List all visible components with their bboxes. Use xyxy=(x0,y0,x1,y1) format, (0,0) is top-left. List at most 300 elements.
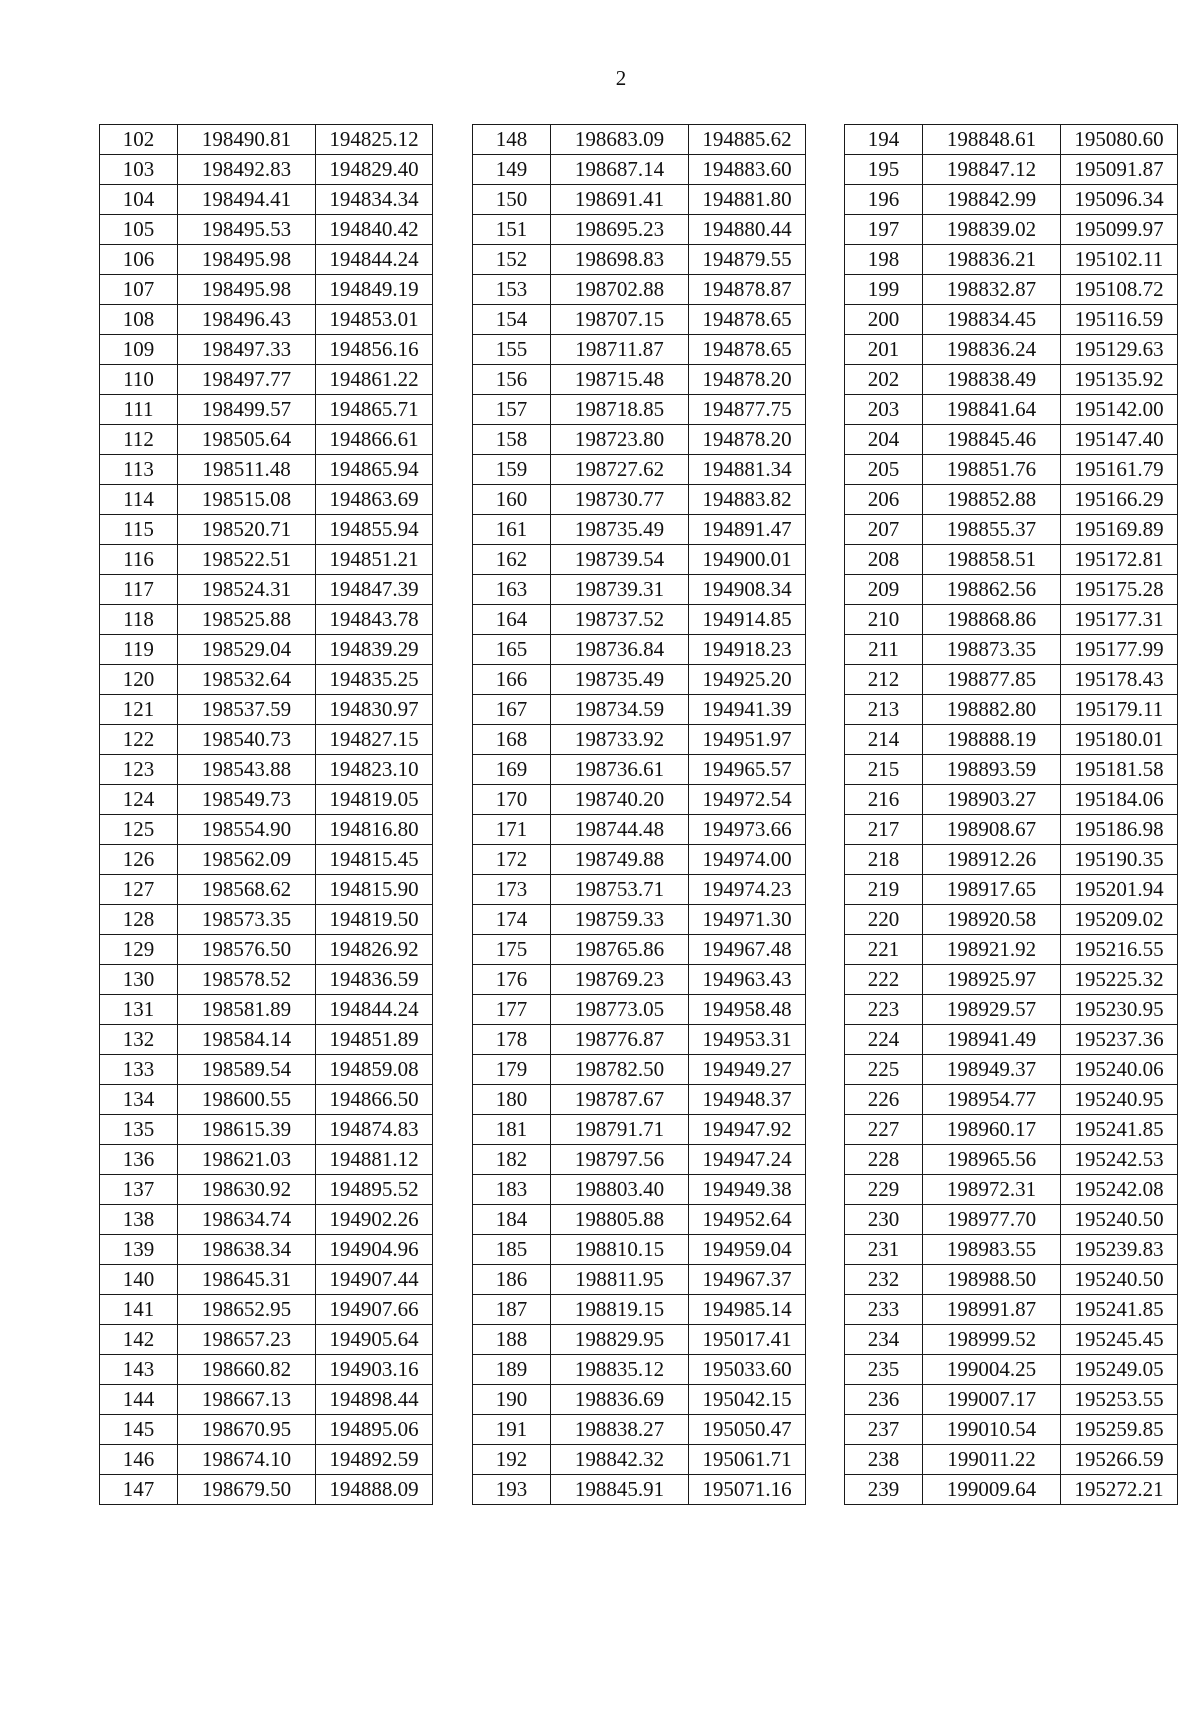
coordinate-x-cell: 198522.51 xyxy=(178,545,316,575)
coordinate-y-cell: 194844.24 xyxy=(316,245,433,275)
coordinate-y-cell: 194829.40 xyxy=(316,155,433,185)
point-number-cell: 138 xyxy=(100,1205,178,1235)
coordinate-y-cell: 195179.11 xyxy=(1061,695,1178,725)
coordinates-table-2 xyxy=(472,124,806,1505)
table-row xyxy=(100,1415,433,1445)
point-number-cell: 239 xyxy=(845,1475,923,1505)
coordinate-x-cell: 198811.95 xyxy=(551,1265,689,1295)
table-row xyxy=(845,305,1178,335)
table-row xyxy=(845,1325,1178,1355)
coordinate-x-cell: 198845.46 xyxy=(923,425,1061,455)
coordinate-y-cell: 195147.40 xyxy=(1061,425,1178,455)
table-row xyxy=(473,1085,806,1115)
point-number-cell: 234 xyxy=(845,1325,923,1355)
coordinate-x-cell: 199011.22 xyxy=(923,1445,1061,1475)
point-number-cell: 145 xyxy=(100,1415,178,1445)
coordinate-y-cell: 195096.34 xyxy=(1061,185,1178,215)
coordinate-y-cell: 194905.64 xyxy=(316,1325,433,1355)
coordinate-x-cell: 198735.49 xyxy=(551,665,689,695)
point-number-cell: 122 xyxy=(100,725,178,755)
coordinate-x-cell: 198929.57 xyxy=(923,995,1061,1025)
coordinate-y-cell: 195177.99 xyxy=(1061,635,1178,665)
coordinate-x-cell: 198645.31 xyxy=(178,1265,316,1295)
coordinate-y-cell: 195253.55 xyxy=(1061,1385,1178,1415)
table-row xyxy=(473,545,806,575)
table-row xyxy=(845,365,1178,395)
point-number-cell: 119 xyxy=(100,635,178,665)
table-row xyxy=(473,425,806,455)
coordinate-x-cell: 198695.23 xyxy=(551,215,689,245)
table-row xyxy=(473,1265,806,1295)
coordinate-x-cell: 198847.12 xyxy=(923,155,1061,185)
table-row xyxy=(100,1355,433,1385)
table-row xyxy=(845,1295,1178,1325)
point-number-cell: 106 xyxy=(100,245,178,275)
table-row xyxy=(100,455,433,485)
point-number-cell: 180 xyxy=(473,1085,551,1115)
coordinate-x-cell: 198702.88 xyxy=(551,275,689,305)
coordinate-y-cell: 194895.06 xyxy=(316,1415,433,1445)
coordinate-x-cell: 198600.55 xyxy=(178,1085,316,1115)
coordinate-y-cell: 195241.85 xyxy=(1061,1295,1178,1325)
table-row xyxy=(100,1145,433,1175)
point-number-cell: 108 xyxy=(100,305,178,335)
point-number-cell: 238 xyxy=(845,1445,923,1475)
table-row xyxy=(100,635,433,665)
point-number-cell: 157 xyxy=(473,395,551,425)
coordinate-x-cell: 198723.80 xyxy=(551,425,689,455)
coordinate-y-cell: 195239.83 xyxy=(1061,1235,1178,1265)
point-number-cell: 110 xyxy=(100,365,178,395)
coordinate-y-cell: 194888.09 xyxy=(316,1475,433,1505)
point-number-cell: 216 xyxy=(845,785,923,815)
table-row xyxy=(100,215,433,245)
table-row xyxy=(100,185,433,215)
coordinate-y-cell: 195241.85 xyxy=(1061,1115,1178,1145)
coordinate-y-cell: 195102.11 xyxy=(1061,245,1178,275)
table-row xyxy=(100,425,433,455)
point-number-cell: 195 xyxy=(845,155,923,185)
table-row xyxy=(100,605,433,635)
point-number-cell: 236 xyxy=(845,1385,923,1415)
table-row xyxy=(473,1025,806,1055)
coordinate-y-cell: 195240.95 xyxy=(1061,1085,1178,1115)
coordinate-y-cell: 195175.28 xyxy=(1061,575,1178,605)
point-number-cell: 197 xyxy=(845,215,923,245)
point-number-cell: 167 xyxy=(473,695,551,725)
coordinate-y-cell: 194951.97 xyxy=(689,725,806,755)
table-row xyxy=(473,725,806,755)
coordinate-x-cell: 198562.09 xyxy=(178,845,316,875)
table-row xyxy=(473,995,806,1025)
page-number: 2 xyxy=(615,66,627,90)
coordinate-y-cell: 194877.75 xyxy=(689,395,806,425)
point-number-cell: 142 xyxy=(100,1325,178,1355)
coordinate-y-cell: 194840.42 xyxy=(316,215,433,245)
point-number-cell: 185 xyxy=(473,1235,551,1265)
coordinate-x-cell: 198744.48 xyxy=(551,815,689,845)
point-number-cell: 171 xyxy=(473,815,551,845)
coordinate-y-cell: 194844.24 xyxy=(316,995,433,1025)
coordinate-y-cell: 194958.48 xyxy=(689,995,806,1025)
coordinate-x-cell: 198759.33 xyxy=(551,905,689,935)
table-row xyxy=(845,635,1178,665)
point-number-cell: 196 xyxy=(845,185,923,215)
table-row xyxy=(100,1055,433,1085)
table-row xyxy=(473,575,806,605)
coordinate-x-cell: 198679.50 xyxy=(178,1475,316,1505)
coordinate-x-cell: 198495.53 xyxy=(178,215,316,245)
table-row xyxy=(473,245,806,275)
coordinate-y-cell: 194883.82 xyxy=(689,485,806,515)
coordinate-x-cell: 198529.04 xyxy=(178,635,316,665)
coordinate-y-cell: 195272.21 xyxy=(1061,1475,1178,1505)
table-row xyxy=(845,395,1178,425)
point-number-cell: 148 xyxy=(473,125,551,155)
coordinate-y-cell: 194967.37 xyxy=(689,1265,806,1295)
point-number-cell: 128 xyxy=(100,905,178,935)
coordinate-x-cell: 198917.65 xyxy=(923,875,1061,905)
point-number-cell: 107 xyxy=(100,275,178,305)
coordinate-x-cell: 198797.56 xyxy=(551,1145,689,1175)
table-row xyxy=(473,275,806,305)
point-number-cell: 226 xyxy=(845,1085,923,1115)
coordinate-y-cell: 194878.20 xyxy=(689,425,806,455)
coordinate-y-cell: 194861.22 xyxy=(316,365,433,395)
coordinate-x-cell: 198999.52 xyxy=(923,1325,1061,1355)
coordinate-y-cell: 194883.60 xyxy=(689,155,806,185)
coordinate-y-cell: 194851.89 xyxy=(316,1025,433,1055)
point-number-cell: 151 xyxy=(473,215,551,245)
coordinate-y-cell: 194925.20 xyxy=(689,665,806,695)
coordinate-x-cell: 198667.13 xyxy=(178,1385,316,1415)
coordinate-x-cell: 198873.35 xyxy=(923,635,1061,665)
coordinate-y-cell: 195017.41 xyxy=(689,1325,806,1355)
point-number-cell: 173 xyxy=(473,875,551,905)
coordinate-x-cell: 198683.09 xyxy=(551,125,689,155)
coordinate-x-cell: 198687.14 xyxy=(551,155,689,185)
coordinate-x-cell: 198532.64 xyxy=(178,665,316,695)
table-row xyxy=(473,605,806,635)
table-row xyxy=(845,995,1178,1025)
coordinate-x-cell: 198903.27 xyxy=(923,785,1061,815)
point-number-cell: 161 xyxy=(473,515,551,545)
point-number-cell: 152 xyxy=(473,245,551,275)
coordinate-y-cell: 194971.30 xyxy=(689,905,806,935)
coordinate-y-cell: 194974.23 xyxy=(689,875,806,905)
point-number-cell: 228 xyxy=(845,1145,923,1175)
point-number-cell: 123 xyxy=(100,755,178,785)
table-row xyxy=(473,635,806,665)
coordinate-y-cell: 194959.04 xyxy=(689,1235,806,1265)
table-row xyxy=(473,515,806,545)
coordinate-y-cell: 195071.16 xyxy=(689,1475,806,1505)
point-number-cell: 206 xyxy=(845,485,923,515)
coordinate-x-cell: 198862.56 xyxy=(923,575,1061,605)
table-row xyxy=(845,1265,1178,1295)
coordinate-x-cell: 198954.77 xyxy=(923,1085,1061,1115)
table-row xyxy=(473,1475,806,1505)
point-number-cell: 169 xyxy=(473,755,551,785)
table-row xyxy=(845,455,1178,485)
coordinate-x-cell: 198852.88 xyxy=(923,485,1061,515)
table-row xyxy=(845,275,1178,305)
point-number-cell: 136 xyxy=(100,1145,178,1175)
coordinate-x-cell: 198842.99 xyxy=(923,185,1061,215)
point-number-cell: 208 xyxy=(845,545,923,575)
point-number-cell: 182 xyxy=(473,1145,551,1175)
point-number-cell: 156 xyxy=(473,365,551,395)
table-row xyxy=(845,1175,1178,1205)
coordinate-y-cell: 194967.48 xyxy=(689,935,806,965)
coordinate-x-cell: 198718.85 xyxy=(551,395,689,425)
coordinate-y-cell: 194878.87 xyxy=(689,275,806,305)
point-number-cell: 212 xyxy=(845,665,923,695)
coordinate-y-cell: 195135.92 xyxy=(1061,365,1178,395)
table-row xyxy=(100,755,433,785)
coordinate-y-cell: 195169.89 xyxy=(1061,515,1178,545)
coordinate-x-cell: 198691.41 xyxy=(551,185,689,215)
table-row xyxy=(100,1295,433,1325)
coordinate-y-cell: 194815.45 xyxy=(316,845,433,875)
coordinate-x-cell: 198838.49 xyxy=(923,365,1061,395)
coordinate-y-cell: 194819.05 xyxy=(316,785,433,815)
point-number-cell: 120 xyxy=(100,665,178,695)
coordinate-y-cell: 194885.62 xyxy=(689,125,806,155)
point-number-cell: 235 xyxy=(845,1355,923,1385)
coordinate-x-cell: 198769.23 xyxy=(551,965,689,995)
coordinate-x-cell: 198836.69 xyxy=(551,1385,689,1415)
coordinate-x-cell: 198848.61 xyxy=(923,125,1061,155)
table-row xyxy=(473,845,806,875)
coordinate-x-cell: 198584.14 xyxy=(178,1025,316,1055)
table-row xyxy=(100,515,433,545)
table-row xyxy=(473,935,806,965)
point-number-cell: 190 xyxy=(473,1385,551,1415)
coordinate-x-cell: 198573.35 xyxy=(178,905,316,935)
point-number-cell: 181 xyxy=(473,1115,551,1145)
point-number-cell: 166 xyxy=(473,665,551,695)
coordinate-y-cell: 195266.59 xyxy=(1061,1445,1178,1475)
coordinate-y-cell: 195042.15 xyxy=(689,1385,806,1415)
coordinate-x-cell: 198670.95 xyxy=(178,1415,316,1445)
coordinate-x-cell: 198851.76 xyxy=(923,455,1061,485)
point-number-cell: 204 xyxy=(845,425,923,455)
coordinate-y-cell: 195177.31 xyxy=(1061,605,1178,635)
table-row xyxy=(100,1475,433,1505)
point-number-cell: 154 xyxy=(473,305,551,335)
point-number-cell: 146 xyxy=(100,1445,178,1475)
table-row xyxy=(473,1445,806,1475)
table-row xyxy=(473,1295,806,1325)
coordinate-y-cell: 194902.26 xyxy=(316,1205,433,1235)
point-number-cell: 202 xyxy=(845,365,923,395)
coordinate-x-cell: 198991.87 xyxy=(923,1295,1061,1325)
coordinate-y-cell: 195129.63 xyxy=(1061,335,1178,365)
point-number-cell: 170 xyxy=(473,785,551,815)
point-number-cell: 231 xyxy=(845,1235,923,1265)
coordinate-y-cell: 195240.50 xyxy=(1061,1205,1178,1235)
table-row xyxy=(100,725,433,755)
point-number-cell: 232 xyxy=(845,1265,923,1295)
coordinate-x-cell: 198832.87 xyxy=(923,275,1061,305)
point-number-cell: 172 xyxy=(473,845,551,875)
table-row xyxy=(845,1205,1178,1235)
coordinate-x-cell: 198674.10 xyxy=(178,1445,316,1475)
coordinate-y-cell: 194827.15 xyxy=(316,725,433,755)
coordinate-x-cell: 198499.57 xyxy=(178,395,316,425)
coordinate-y-cell: 194973.66 xyxy=(689,815,806,845)
point-number-cell: 141 xyxy=(100,1295,178,1325)
coordinate-y-cell: 194881.12 xyxy=(316,1145,433,1175)
coordinate-x-cell: 198836.24 xyxy=(923,335,1061,365)
coordinate-x-cell: 198735.49 xyxy=(551,515,689,545)
point-number-cell: 237 xyxy=(845,1415,923,1445)
table-row xyxy=(845,875,1178,905)
table-row xyxy=(845,785,1178,815)
coordinate-y-cell: 194963.43 xyxy=(689,965,806,995)
coordinate-y-cell: 194895.52 xyxy=(316,1175,433,1205)
coordinate-x-cell: 198858.51 xyxy=(923,545,1061,575)
coordinate-x-cell: 198829.95 xyxy=(551,1325,689,1355)
point-number-cell: 116 xyxy=(100,545,178,575)
coordinate-y-cell: 195061.71 xyxy=(689,1445,806,1475)
point-number-cell: 193 xyxy=(473,1475,551,1505)
table-row xyxy=(845,1355,1178,1385)
coordinate-x-cell: 198877.85 xyxy=(923,665,1061,695)
coordinate-x-cell: 198839.02 xyxy=(923,215,1061,245)
point-number-cell: 114 xyxy=(100,485,178,515)
table-row xyxy=(473,1055,806,1085)
coordinate-y-cell: 194903.16 xyxy=(316,1355,433,1385)
coordinate-x-cell: 198841.64 xyxy=(923,395,1061,425)
coordinate-x-cell: 198543.88 xyxy=(178,755,316,785)
coordinate-y-cell: 195161.79 xyxy=(1061,455,1178,485)
point-number-cell: 150 xyxy=(473,185,551,215)
table-row xyxy=(845,935,1178,965)
coordinate-x-cell: 198949.37 xyxy=(923,1055,1061,1085)
table-row xyxy=(845,515,1178,545)
coordinate-x-cell: 198525.88 xyxy=(178,605,316,635)
coordinate-y-cell: 194965.57 xyxy=(689,755,806,785)
coordinate-y-cell: 195184.06 xyxy=(1061,785,1178,815)
coordinate-y-cell: 194878.65 xyxy=(689,335,806,365)
coordinate-x-cell: 198819.15 xyxy=(551,1295,689,1325)
table-row xyxy=(100,785,433,815)
point-number-cell: 222 xyxy=(845,965,923,995)
table-row xyxy=(845,1235,1178,1265)
coordinate-x-cell: 198765.86 xyxy=(551,935,689,965)
point-number-cell: 104 xyxy=(100,185,178,215)
coordinate-y-cell: 194948.37 xyxy=(689,1085,806,1115)
coordinate-y-cell: 195259.85 xyxy=(1061,1415,1178,1445)
table-row xyxy=(845,545,1178,575)
point-number-cell: 102 xyxy=(100,125,178,155)
coordinate-x-cell: 198893.59 xyxy=(923,755,1061,785)
point-number-cell: 213 xyxy=(845,695,923,725)
table-row xyxy=(473,815,806,845)
coordinate-y-cell: 194843.78 xyxy=(316,605,433,635)
coordinate-x-cell: 198698.83 xyxy=(551,245,689,275)
table-row xyxy=(845,905,1178,935)
point-number-cell: 177 xyxy=(473,995,551,1025)
coordinate-x-cell: 198791.71 xyxy=(551,1115,689,1145)
table-row xyxy=(100,275,433,305)
table-row xyxy=(473,185,806,215)
point-number-cell: 175 xyxy=(473,935,551,965)
table-row xyxy=(845,725,1178,755)
point-number-cell: 125 xyxy=(100,815,178,845)
coordinate-x-cell: 198727.62 xyxy=(551,455,689,485)
coordinate-x-cell: 198773.05 xyxy=(551,995,689,1025)
table-row xyxy=(100,1205,433,1235)
table-row xyxy=(100,935,433,965)
coordinate-y-cell: 194904.96 xyxy=(316,1235,433,1265)
point-number-cell: 129 xyxy=(100,935,178,965)
coordinate-y-cell: 194880.44 xyxy=(689,215,806,245)
table-row xyxy=(100,1385,433,1415)
coordinate-x-cell: 198965.56 xyxy=(923,1145,1061,1175)
point-number-cell: 111 xyxy=(100,395,178,425)
coordinate-x-cell: 198540.73 xyxy=(178,725,316,755)
table-row xyxy=(473,665,806,695)
point-number-cell: 230 xyxy=(845,1205,923,1235)
table-row xyxy=(100,695,433,725)
coordinate-x-cell: 198855.37 xyxy=(923,515,1061,545)
point-number-cell: 198 xyxy=(845,245,923,275)
coordinate-x-cell: 198739.54 xyxy=(551,545,689,575)
coordinate-y-cell: 194856.16 xyxy=(316,335,433,365)
coordinate-y-cell: 194941.39 xyxy=(689,695,806,725)
table-row xyxy=(100,1265,433,1295)
table-row xyxy=(473,1235,806,1265)
table-row xyxy=(100,395,433,425)
coordinate-x-cell: 198707.15 xyxy=(551,305,689,335)
coordinate-y-cell: 194985.14 xyxy=(689,1295,806,1325)
coordinate-y-cell: 195142.00 xyxy=(1061,395,1178,425)
table-row xyxy=(100,545,433,575)
table-row xyxy=(845,695,1178,725)
coordinate-y-cell: 195240.50 xyxy=(1061,1265,1178,1295)
coordinate-x-cell: 198495.98 xyxy=(178,275,316,305)
coordinate-x-cell: 199010.54 xyxy=(923,1415,1061,1445)
table-row xyxy=(845,665,1178,695)
coordinate-x-cell: 198912.26 xyxy=(923,845,1061,875)
coordinate-x-cell: 198736.84 xyxy=(551,635,689,665)
point-number-cell: 164 xyxy=(473,605,551,635)
coordinate-x-cell: 198739.31 xyxy=(551,575,689,605)
table-row xyxy=(473,125,806,155)
coordinate-x-cell: 198988.50 xyxy=(923,1265,1061,1295)
point-number-cell: 159 xyxy=(473,455,551,485)
table-row xyxy=(100,875,433,905)
coordinate-x-cell: 198921.92 xyxy=(923,935,1061,965)
coordinate-x-cell: 198733.92 xyxy=(551,725,689,755)
coordinate-x-cell: 198908.67 xyxy=(923,815,1061,845)
table-row xyxy=(845,965,1178,995)
coordinate-x-cell: 199004.25 xyxy=(923,1355,1061,1385)
point-number-cell: 149 xyxy=(473,155,551,185)
point-number-cell: 184 xyxy=(473,1205,551,1235)
point-number-cell: 130 xyxy=(100,965,178,995)
coordinate-x-cell: 198882.80 xyxy=(923,695,1061,725)
coordinate-x-cell: 198657.23 xyxy=(178,1325,316,1355)
coordinate-x-cell: 198497.77 xyxy=(178,365,316,395)
table-row xyxy=(845,1145,1178,1175)
coordinate-y-cell: 195237.36 xyxy=(1061,1025,1178,1055)
coordinate-y-cell: 194952.64 xyxy=(689,1205,806,1235)
table-row xyxy=(473,1415,806,1445)
